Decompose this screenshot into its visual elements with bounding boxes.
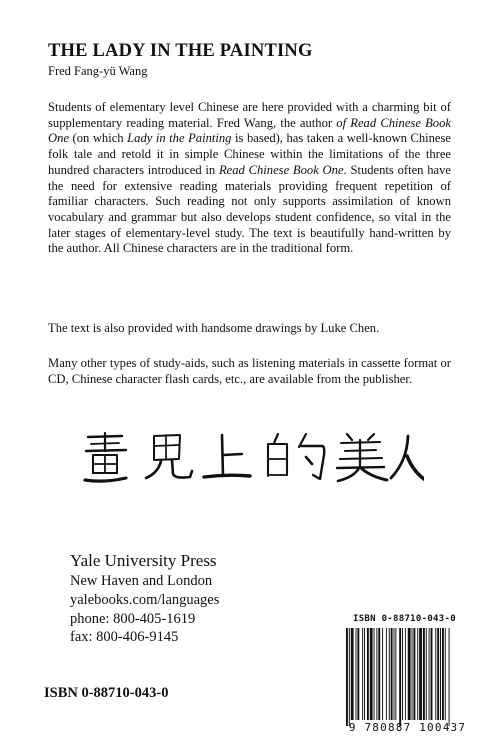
- barcode-bar: [349, 628, 350, 726]
- barcode-bar: [440, 628, 441, 720]
- barcode-bar: [367, 628, 369, 720]
- barcode-bar: [419, 628, 422, 720]
- barcode-bar: [435, 628, 436, 720]
- barcode-bar: [356, 628, 357, 720]
- publisher-website: yalebooks.com/languages: [70, 592, 220, 608]
- barcode-bar: [389, 628, 390, 720]
- barcode-bar: [357, 628, 359, 720]
- isbn-number: ISBN 0-88710-043-0: [44, 685, 169, 701]
- barcode-bar: [431, 628, 433, 720]
- barcode-bar: [382, 628, 383, 720]
- barcode-bar: [376, 628, 377, 720]
- chinese-calligraphy-title: [82, 431, 424, 485]
- publisher-phone: phone: 800-405-1619: [70, 611, 196, 627]
- barcode-bar: [374, 628, 375, 720]
- barcode-bar: [362, 628, 363, 720]
- barcode-bar: [351, 628, 354, 720]
- description-text: (on which: [68, 131, 128, 146]
- barcode-bar: [364, 628, 365, 720]
- barcode-isbn-label: ISBN 0-88710-043-0: [353, 614, 456, 624]
- barcode-bar: [423, 628, 425, 720]
- barcode-bar: [442, 628, 444, 720]
- barcode-bar: [399, 628, 401, 726]
- calligraphy-char-de: [268, 434, 324, 479]
- barcode-bar: [437, 628, 439, 720]
- barcode-bar: [413, 628, 415, 720]
- barcode-bar: [408, 628, 411, 720]
- isbn-barcode: [345, 628, 470, 726]
- calligraphy-char-er: [146, 435, 192, 478]
- calligraphy-char-mei: [337, 434, 387, 481]
- barcode-digits: 9 780887 100437: [348, 721, 467, 734]
- calligraphy-char-hua: [85, 433, 126, 481]
- barcode-bar: [370, 628, 373, 720]
- barcode-bar: [445, 628, 446, 720]
- barcode-bar: [405, 628, 406, 720]
- publisher-name: Yale University Press: [70, 551, 217, 570]
- calligraphy-char-ren: [391, 436, 424, 479]
- barcode-bar: [395, 628, 396, 720]
- description-text: . Students often have the need for extensive reading materials providing frequent repetition of familiar characters. Such reading not only supports assimilation of known vocabulary and grammar but also develops student confidence, so vital in the later stages of elementary-level study. The text is beautifully hand-written by the author. All Chinese characters are in the traditional form.: [48, 162, 451, 256]
- barcode-bar: [449, 628, 450, 726]
- publisher-location: New Haven and London: [70, 573, 213, 589]
- book-reference: Read Chinese Book One: [218, 162, 344, 177]
- barcode-bar: [426, 628, 427, 720]
- drawings-note: The text is also provided with handsome drawings by Luke Chen.: [48, 321, 380, 335]
- description-text: Students of elementary level Chinese are here provided with a charming bit of supplementary reading material. Fred Wang, the author: [48, 100, 451, 130]
- barcode-bar: [391, 628, 393, 720]
- study-aids-note: Many other types of study-aids, such as listening materials in cassette format or CD, Chinese character flash cards, etc., are available from the publisher.: [48, 356, 451, 386]
- calligraphy-char-shang: [204, 435, 250, 477]
- description-paragraph: [48, 100, 451, 257]
- description-text: is based), has taken a well-known Chinese folk tale and retold it in simple Chinese within the limitations of the three hundred characters introduced in: [48, 131, 451, 177]
- barcode-bar: [378, 628, 380, 720]
- barcode-bar: [417, 628, 418, 720]
- author-name: Fred Fang-yü Wang: [48, 64, 148, 78]
- publisher-fax: fax: 800-406-9145: [70, 629, 179, 645]
- barcode-bar: [394, 628, 395, 720]
- book-title: THE LADY IN THE PAINTING: [48, 41, 313, 61]
- book-reference: Lady in the Painting: [127, 131, 232, 146]
- barcode-bar: [386, 628, 387, 720]
- barcode-bar: [412, 628, 413, 720]
- barcode-bar: [429, 628, 430, 720]
- book-reference: of Read Chinese Book One: [48, 115, 451, 146]
- barcode-bar: [346, 628, 348, 726]
- barcode-bar: [402, 628, 403, 720]
